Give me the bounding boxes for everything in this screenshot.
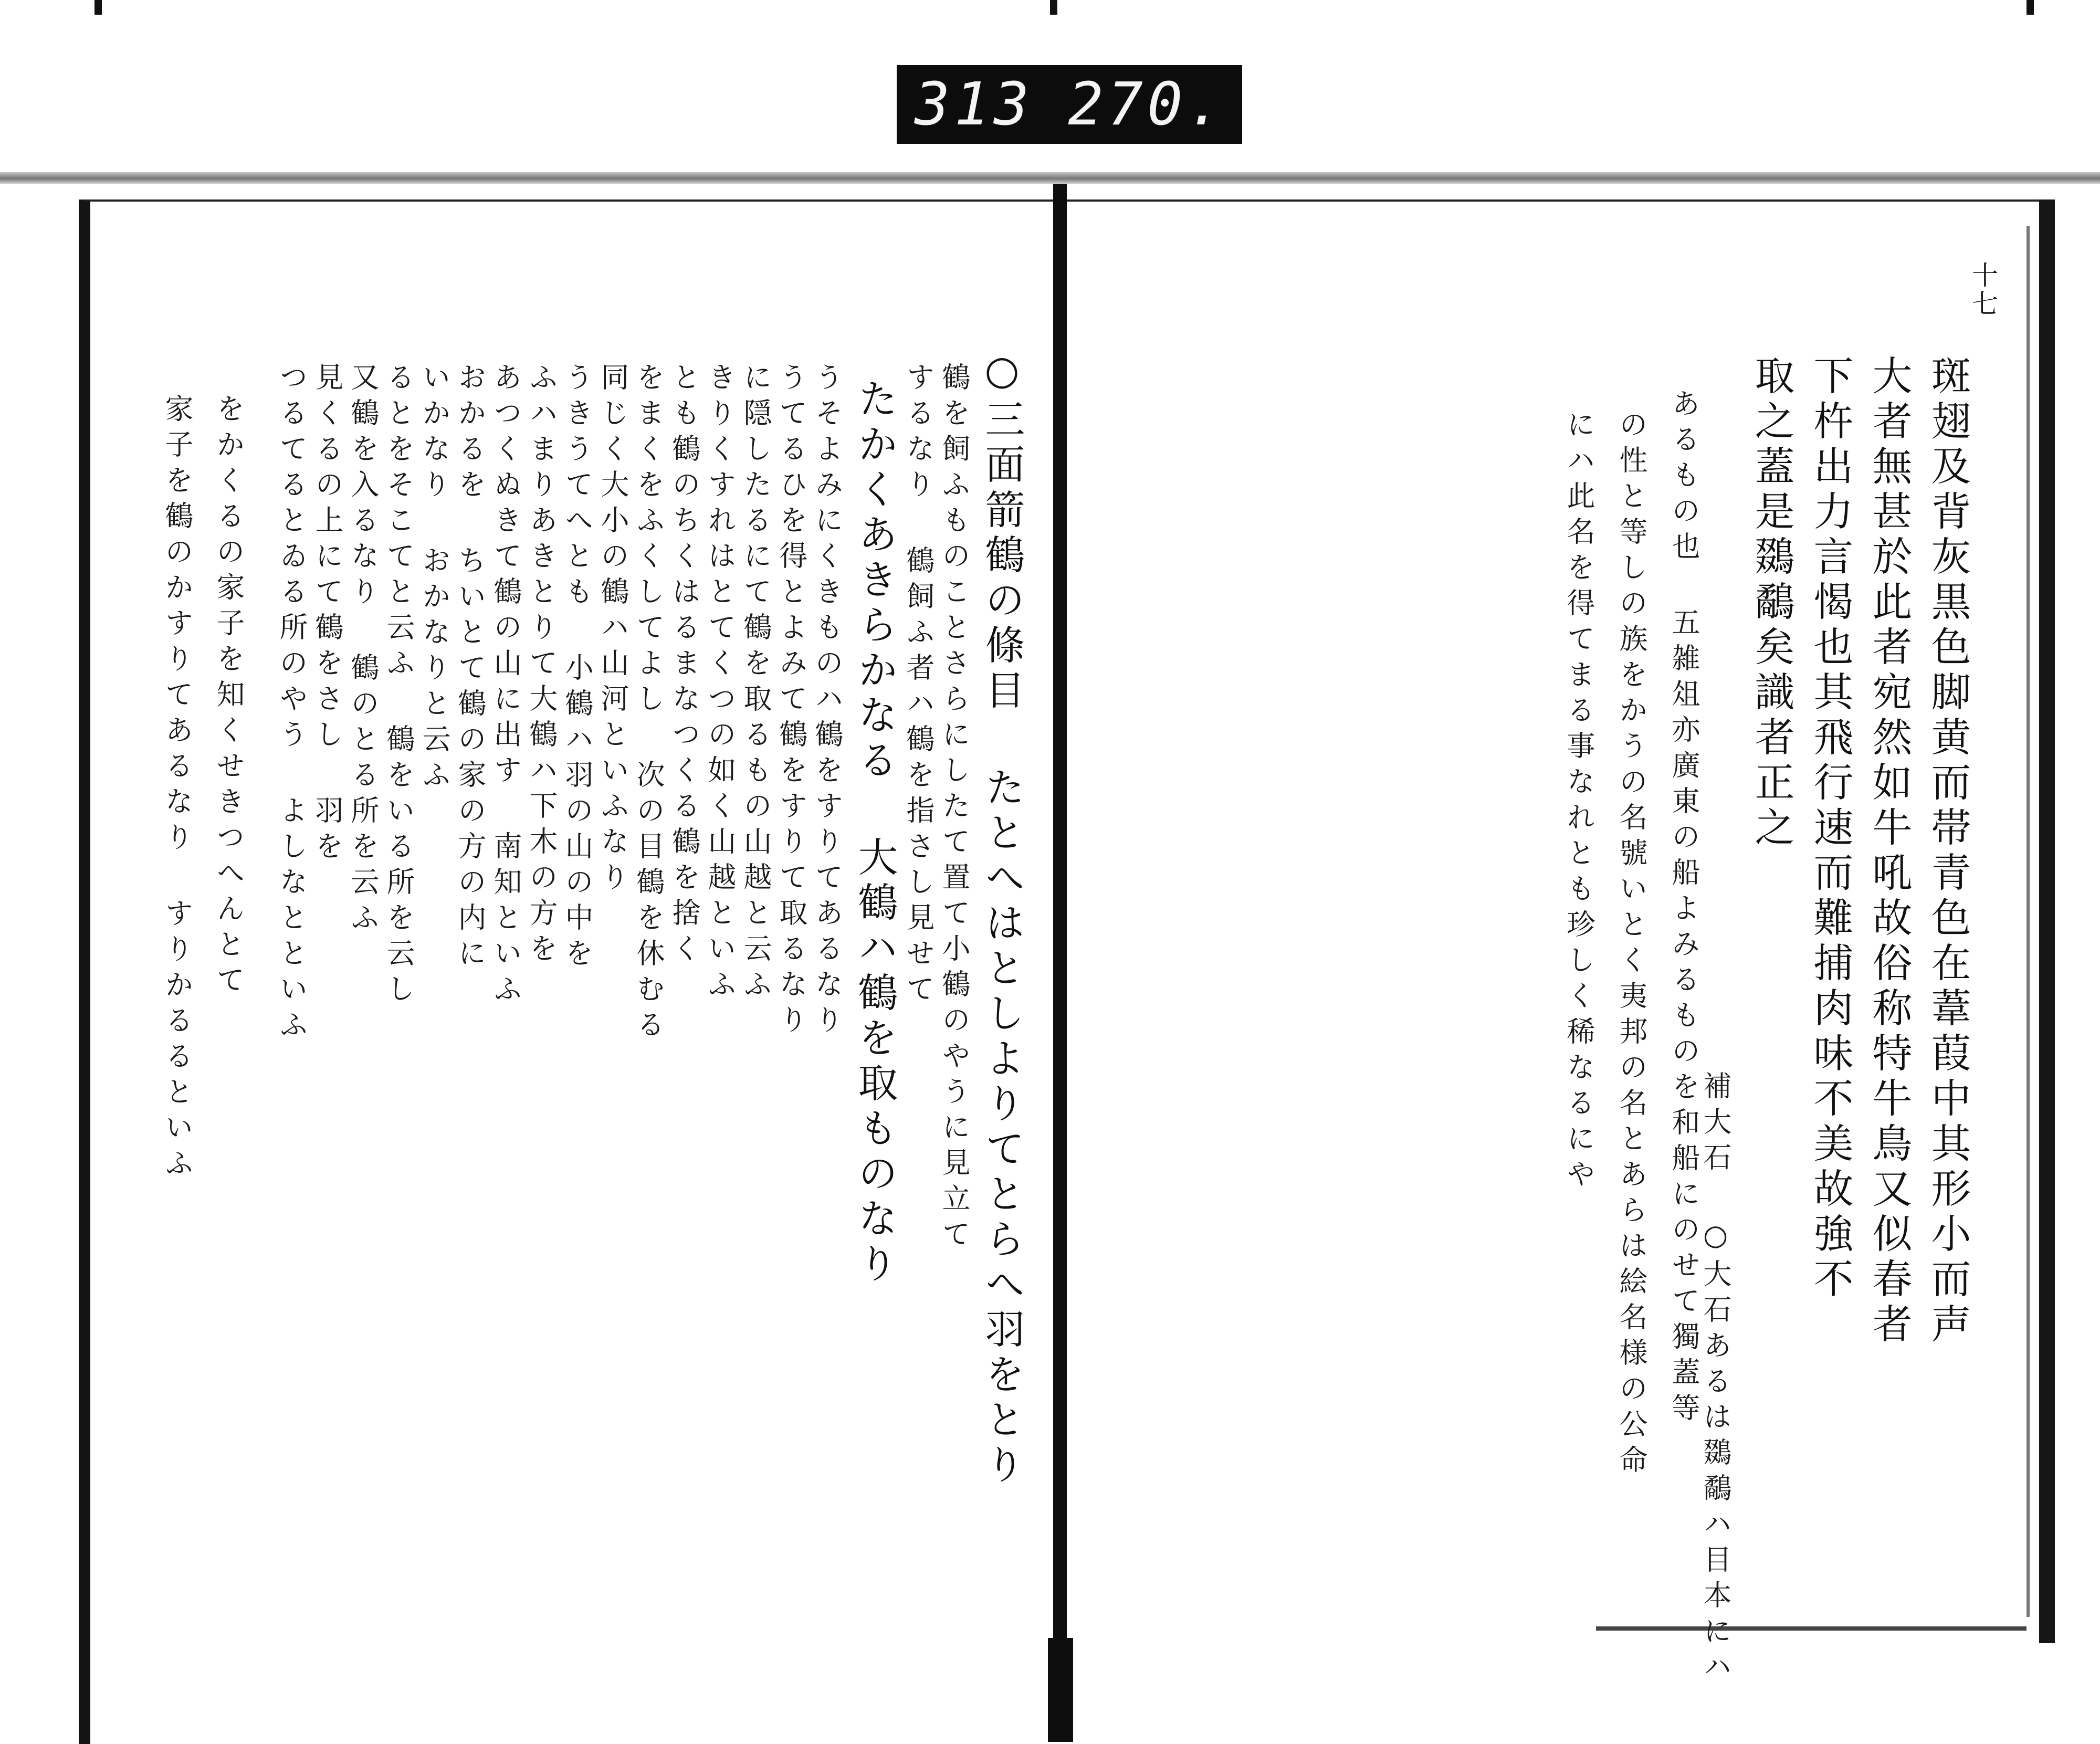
left-text-column: おかるを ちいとて鶴の家の方の内に	[454, 362, 487, 974]
left-text-column: をかくるの家子を知くせきつへんとて	[212, 394, 245, 1001]
left-text-column: うてるひを得とよみて鶴をすりて取るなり	[775, 362, 808, 1041]
left-text-column: うきうてへとも 小鶴ハ羽の山の中を	[561, 362, 594, 974]
left-text-column: 見くるの上にて鶴をさし 羽を	[311, 362, 344, 867]
page-top-edge	[0, 172, 2100, 184]
scan-corner-mark	[1050, 0, 1057, 15]
right-page-bottom-rule	[1596, 1626, 2026, 1631]
right-text-column: 補大石 ○大石あるは鵽鷸ハ目本にハ	[1699, 1071, 1732, 1687]
scan-label-strip	[897, 65, 1242, 144]
left-text-column: 又鶴を入るなり 鶴のとる所を云ふ	[346, 362, 380, 938]
left-text-column: ふハまりあきとりて大鶴ハ下木の方を	[525, 362, 558, 969]
page-number: 十七	[1968, 261, 1998, 318]
left-text-column: いかなり おかなりと云ふ	[418, 362, 451, 795]
left-text-column: きりくすれはとてくつの如く山越といふ	[704, 362, 737, 1005]
left-text-column: うそよみにくきものハ鶴をすりてあるなり	[811, 362, 844, 1041]
left-text-column: をまくをふくしてよし 次の目鶴を休むる	[632, 362, 665, 1045]
left-text-column: とも鶴のちくはるまなつくる鶴を捨く	[668, 362, 701, 969]
left-text-column: るとをそこてと云ふ 鶴をいる所を云し	[382, 362, 415, 1010]
right-text-column: 大者無甚於此者宛然如牛吼故俗称特牛鳥又似春者	[1866, 355, 1913, 1348]
right-page-edge	[2039, 199, 2055, 1643]
book-spine	[1053, 184, 1067, 1742]
right-text-column: 取之蓋是鵽鷸矣識者正之	[1748, 355, 1795, 852]
scan-corner-mark	[2026, 0, 2034, 15]
left-text-column: するなり 鶴飼ふ者ハ鶴を指さし見せて	[902, 362, 935, 1010]
book-spine-bottom	[1048, 1638, 1073, 1742]
left-text-column: 家子を鶴のかすりてあるなり すりかるるといふ	[161, 394, 194, 1184]
left-text-column: 同じく大小の鶴ハ山河といふなり	[596, 362, 629, 898]
right-text-column: 斑翅及背灰黒色脚黄而帯青色在葦葭中其形小而声	[1925, 355, 1971, 1348]
scan-corner-mark	[94, 0, 102, 15]
left-text-column: あつくぬきて鶴の山に出す 南知といふ	[489, 362, 522, 1010]
left-text-column: に隠したるにて鶴を取るもの山越と云ふ	[739, 362, 772, 1005]
right-page-edge-line	[2026, 226, 2030, 1617]
left-text-column: たかくあきらかなる 大鶴ハ鶴を取ものなり	[852, 378, 898, 1288]
scan-label-right: 270.	[1068, 70, 1226, 139]
left-text-column: 鶴を飼ふものことさらにしたて置て小鶴のやうに見立て	[938, 362, 971, 1255]
right-text-column: 下杵出力言愒也其飛行速而難捕肉味不美故強不	[1807, 355, 1854, 1303]
right-text-column: にハ此名を得てまる事なれとも珍しく稀なるにや	[1562, 409, 1595, 1195]
right-text-column: あるもの也 五雑俎亦廣東の船よみるものを和船にのせて獨蓋等	[1667, 388, 1700, 1428]
left-heading-column: ○三面箭鶴の條目 たとへはとしよりてとらへ羽をとり	[979, 346, 1025, 1489]
left-text-column: つるてるとゐる所のやう よしなとといふ	[275, 362, 308, 1045]
scan-label-left: 313	[915, 70, 1034, 139]
right-text-column: の性と等しの族をかうの名號いとく夷邦の名とあらは絵名様の公命	[1615, 409, 1648, 1480]
